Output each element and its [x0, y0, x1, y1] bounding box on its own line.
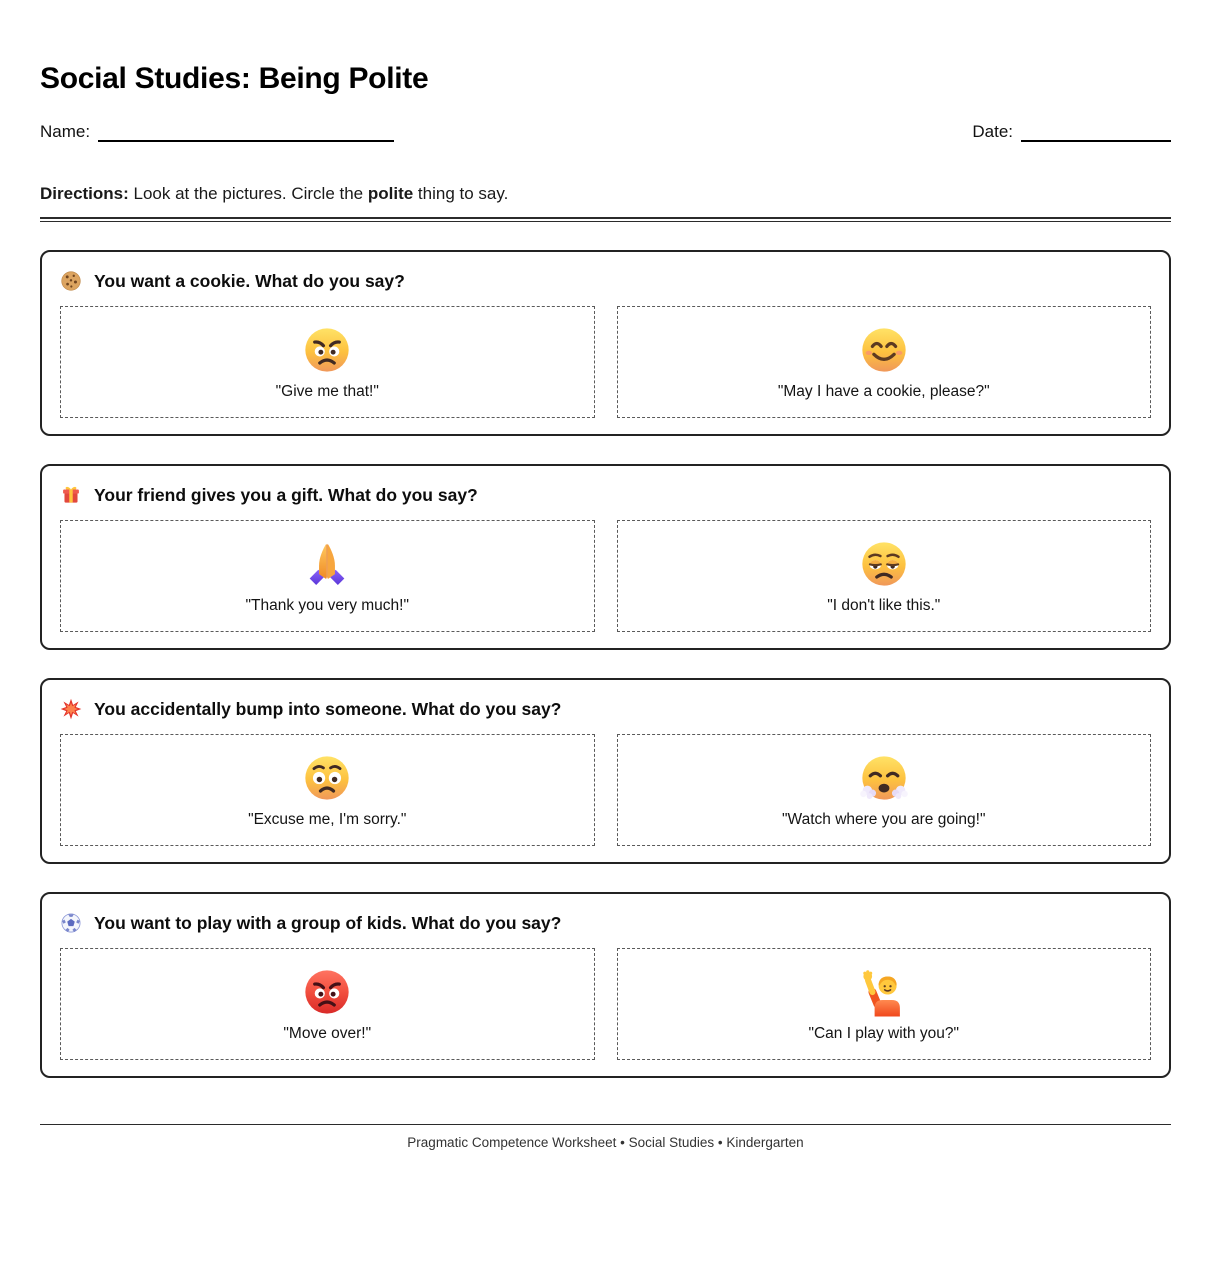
directions-text-before: Look at the pictures. Circle the	[128, 184, 368, 203]
page-title: Social Studies: Being Polite	[40, 62, 429, 95]
option-label: "I don't like this."	[827, 596, 941, 614]
smiling-face-icon	[858, 324, 910, 376]
option-label: "Give me that!"	[275, 382, 379, 400]
question-prompt: You want to play with a group of kids. What do you say?	[94, 912, 562, 933]
cookie-icon	[60, 270, 82, 292]
name-input-line[interactable]	[98, 128, 394, 142]
unamused-face-icon	[858, 538, 910, 590]
question-card-2	[40, 464, 1171, 650]
gift-icon	[60, 484, 82, 506]
option-label: "Thank you very much!"	[245, 596, 409, 614]
soccer-ball-icon	[60, 912, 82, 934]
option-box-polite[interactable]	[617, 306, 1152, 418]
question-prompt: Your friend gives you a gift. What do you say?	[94, 484, 478, 505]
option-label: "Watch where you are going!"	[782, 810, 986, 828]
folded-hands-icon	[301, 538, 353, 590]
worried-face-icon	[301, 752, 353, 804]
directions-text-after: thing to say.	[413, 184, 509, 203]
footer-divider	[40, 1124, 1171, 1125]
name-label: Name:	[40, 122, 91, 141]
divider-double-rule	[40, 217, 1171, 222]
worksheet-page	[0, 62, 1211, 1263]
steam-from-nose-face-icon	[858, 752, 910, 804]
option-label: "May I have a cookie, please?"	[777, 382, 990, 400]
collision-icon	[60, 698, 82, 720]
angry-face-icon	[301, 324, 353, 376]
person-raising-hand-icon	[858, 966, 910, 1018]
directions-bold-word: polite	[367, 184, 414, 203]
directions-label: Directions:	[40, 184, 129, 203]
option-box-polite[interactable]	[60, 734, 595, 846]
option-box-rude[interactable]	[60, 306, 595, 418]
option-box-rude[interactable]	[617, 520, 1152, 632]
question-card-4	[40, 892, 1171, 1078]
name-date-row	[40, 122, 1171, 142]
pouting-face-icon	[301, 966, 353, 1018]
option-box-polite[interactable]	[60, 520, 595, 632]
question-card-3	[40, 678, 1171, 864]
date-label: Date:	[972, 122, 1013, 141]
option-box-rude[interactable]	[617, 734, 1152, 846]
date-input-line[interactable]	[1021, 128, 1171, 142]
directions	[40, 184, 1171, 204]
question-prompt: You accidentally bump into someone. What do you say?	[94, 698, 562, 719]
footer-text: Pragmatic Competence Worksheet • Social Studies • Kindergarten	[407, 1135, 804, 1150]
option-label: "Move over!"	[283, 1024, 372, 1042]
question-card-1	[40, 250, 1171, 436]
option-box-rude[interactable]	[60, 948, 595, 1060]
option-label: "Can I play with you?"	[808, 1024, 960, 1042]
option-box-polite[interactable]	[617, 948, 1152, 1060]
option-label: "Excuse me, I'm sorry."	[248, 810, 407, 828]
question-prompt: You want a cookie. What do you say?	[94, 270, 405, 291]
